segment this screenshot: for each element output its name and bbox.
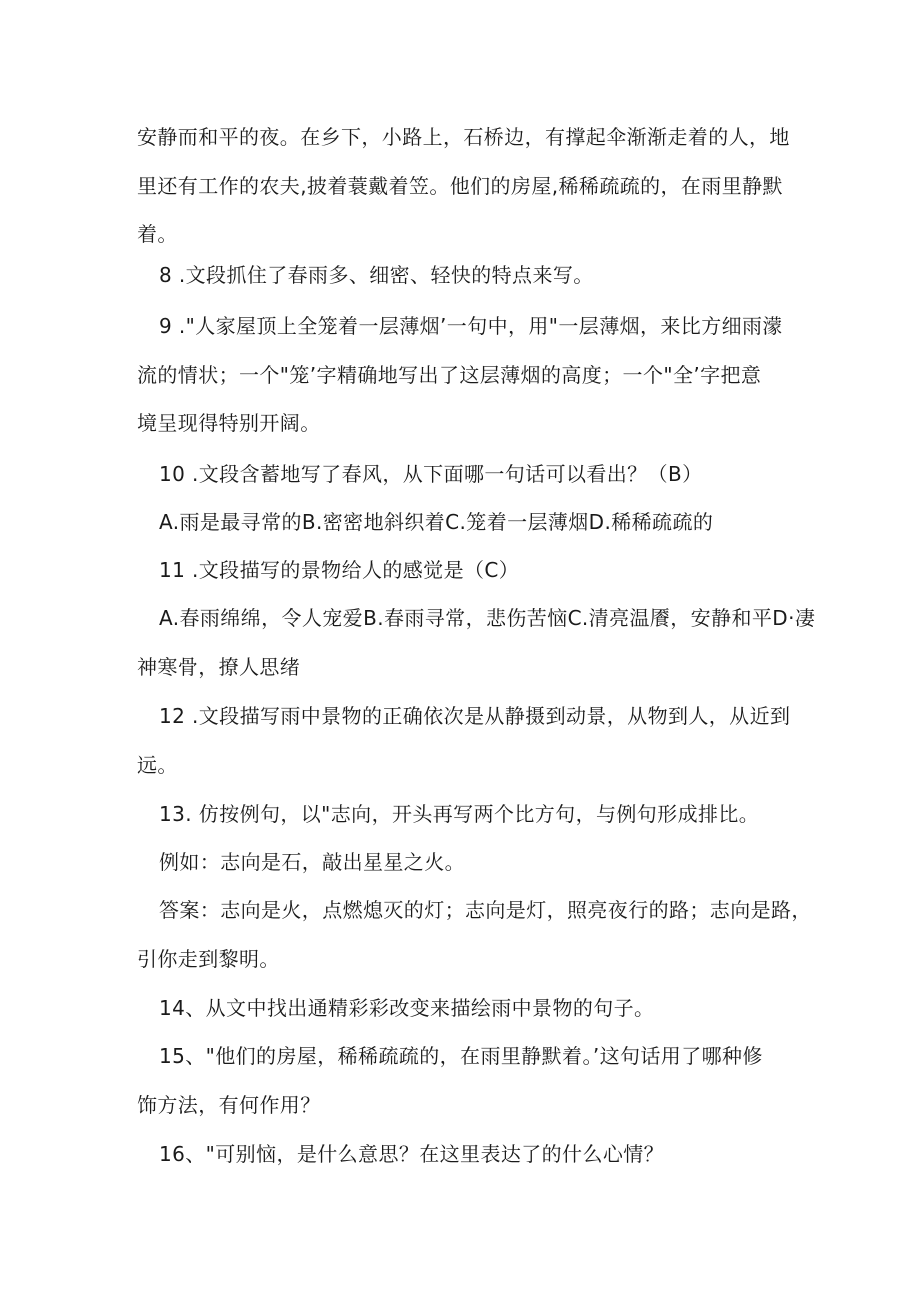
text-line: 远。: [137, 752, 178, 777]
text-line: 14、从文中找出通精彩彩改变来描绘雨中景物的句子。: [159, 996, 655, 1020]
text-line: 神寒骨，撩人思绪: [137, 654, 301, 679]
question-14: [137, 984, 797, 1033]
text-line: 流的情状；一个"笼’字精确地写出了这层薄烟的高度；一个"全’字把意: [137, 362, 762, 387]
text-line: 12 .文段描写雨中景物的正确依次是从静摄到动景，从物到人，从近到: [159, 704, 791, 728]
question-12: [137, 692, 797, 789]
text-line: 引你走到黎明。: [137, 946, 280, 971]
text-line: 15、"他们的房屋，稀稀疏疏的，在雨里静默着。’这句话用了哪种修: [159, 1044, 763, 1068]
question-11-options: [137, 594, 816, 691]
question-10-options: [137, 498, 797, 547]
text-line: 13. 仿按例句，以"志向，开头再写两个比方句，与例句形成排比。: [159, 802, 760, 826]
text-line: 着。: [137, 222, 178, 246]
text-line: 饰方法，有何作用？: [137, 1092, 321, 1117]
text-line: 9 ."人家屋顶上全笼着一层薄烟’一句中，用"一层薄烟，来比方细雨濛: [159, 314, 783, 338]
text-line: 11 .文段描写的景物给人的感觉是（C）: [159, 558, 520, 582]
question-15: [137, 1032, 797, 1129]
question-13: [137, 790, 797, 839]
text-line: 境呈现得特别开阔。: [137, 411, 321, 435]
question-13-example: [137, 838, 797, 887]
question-16: [137, 1130, 797, 1179]
text-line: 例如：志向是石，敲出星星之火。: [159, 850, 465, 874]
text-line: A.雨是最寻常的B.密密地斜织着C.笼着一层薄烟D.稀稀疏疏的: [159, 510, 714, 534]
question-10: [137, 450, 797, 499]
text-line: 答案：志向是火，点燃熄灭的灯；志向是灯，照亮夜行的路；志向是路，: [159, 898, 812, 922]
text-line: 里还有工作的农夫,披着蓑戴着笠。他们的房屋,稀稀疏疏的，在雨里静默: [137, 173, 783, 198]
question-11: [137, 546, 797, 595]
text-line: 10 .文段含蓄地写了春风，从下面哪一句话可以看出？（B）: [159, 462, 703, 486]
text-line: A.春雨绵绵，令人宠爱B.春雨寻常，悲伤苦恼C.清亮温餍，安静和平D·凄: [159, 606, 816, 630]
text-line: 8 .文段抓住了春雨多、细密、轻快的特点来写。: [159, 263, 594, 287]
text-line: 16、"可别恼，是什么意思？在这里表达了的什么心情？: [159, 1142, 665, 1166]
intro-paragraph: [137, 113, 797, 259]
question-9: [137, 302, 797, 448]
question-8: [137, 251, 797, 300]
question-13-answer: [137, 886, 812, 983]
text-line: 安静而和平的夜。在乡下，小路上，石桥边，有撑起伞渐渐走着的人，地: [137, 125, 790, 149]
